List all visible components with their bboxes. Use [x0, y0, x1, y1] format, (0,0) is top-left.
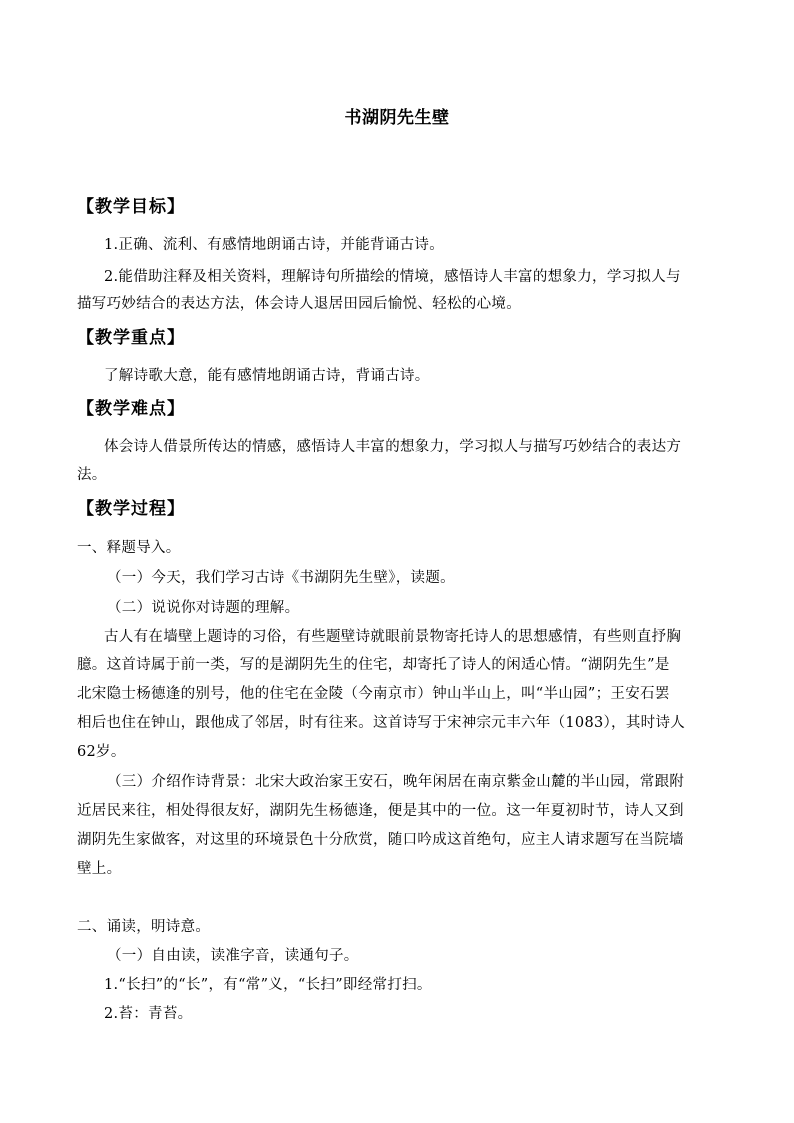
process-part1-step2: （二）说说你对诗题的理解。: [107, 600, 300, 616]
process-part2-item2: 2.苔：青苔。: [104, 1006, 193, 1022]
goals-line-3: 描写巧妙结合的表达方法，体会诗人退居田园后愉悦、轻松的心境。: [77, 296, 521, 312]
section-heading-process: 【教学过程】: [77, 499, 185, 519]
process-part1-para2-line3: 湖阴先生家做客，对这里的环境景色十分欣赏，随口吟成这首绝句，应主人请求题写在当院墙: [77, 832, 684, 848]
process-part1-title: 一、释题导入。: [77, 540, 181, 556]
process-part1-para2-line2: 近居民来往，相处得很友好，湖阴先生杨德逢，便是其中的一位。这一年夏初时节，诗人又到: [77, 803, 684, 819]
process-part1-para2-line4: 壁上。: [77, 861, 122, 877]
section-heading-difficulties: 【教学难点】: [77, 399, 185, 419]
process-part1-para1-line1: 古人有在墙壁上题诗的习俗，有些题壁诗就眼前景物寄托诗人的思想感情，有些则直抒胸: [104, 629, 682, 645]
section-heading-key-points: 【教学重点】: [77, 328, 185, 348]
key-points-line-1: 了解诗歌大意，能有感情地朗诵古诗，背诵古诗。: [104, 368, 430, 384]
process-part1-para1-line5: 62岁。: [77, 744, 126, 760]
difficulties-line-1: 体会诗人借景所传达的情感，感悟诗人丰富的想象力，学习拟人与描写巧妙结合的表达方: [104, 439, 682, 455]
process-part2-title: 二、诵读，明诗意。: [77, 919, 211, 935]
section-heading-goals: 【教学目标】: [77, 197, 185, 217]
process-part1-step1: （一）今天，我们学习古诗《书湖阴先生壁》，读题。: [107, 570, 455, 586]
difficulties-line-2: 法。: [77, 467, 107, 483]
process-part1-para2-line1: （三）介绍作诗背景：北宋大政治家王安石，晚年闲居在南京紫金山麓的半山园，常跟附: [107, 774, 685, 790]
process-part2-step1: （一）自由读，读准字音，读通句子。: [107, 948, 359, 964]
document-title: 书湖阴先生壁: [344, 108, 450, 128]
process-part1-para1-line4: 相后也住在钟山，跟他成了邻居，时有往来。这首诗写于宋神宗元丰六年（1083），其时诗人: [77, 715, 686, 731]
goals-line-1: 1.正确、流利、有感情地朗诵古诗，并能背诵古诗。: [104, 237, 445, 253]
process-part2-item1: 1.“长扫”的“长”，有“常”义，“长扫”即经常打扫。: [104, 977, 432, 993]
goals-line-2: 2.能借助注释及相关资料，理解诗句所描绘的情境，感悟诗人丰富的想象力，学习拟人与: [104, 269, 681, 285]
process-part1-para1-line2: 臆。这首诗属于前一类，写的是湖阴先生的住宅，却寄托了诗人的闲适心情。“湖阴先生”是: [77, 657, 670, 673]
process-part1-para1-line3: 北宋隐士杨德逢的别号，他的住宅在金陵（今南京市）钟山半山上，叫“半山园”；王安石罢: [77, 686, 670, 702]
